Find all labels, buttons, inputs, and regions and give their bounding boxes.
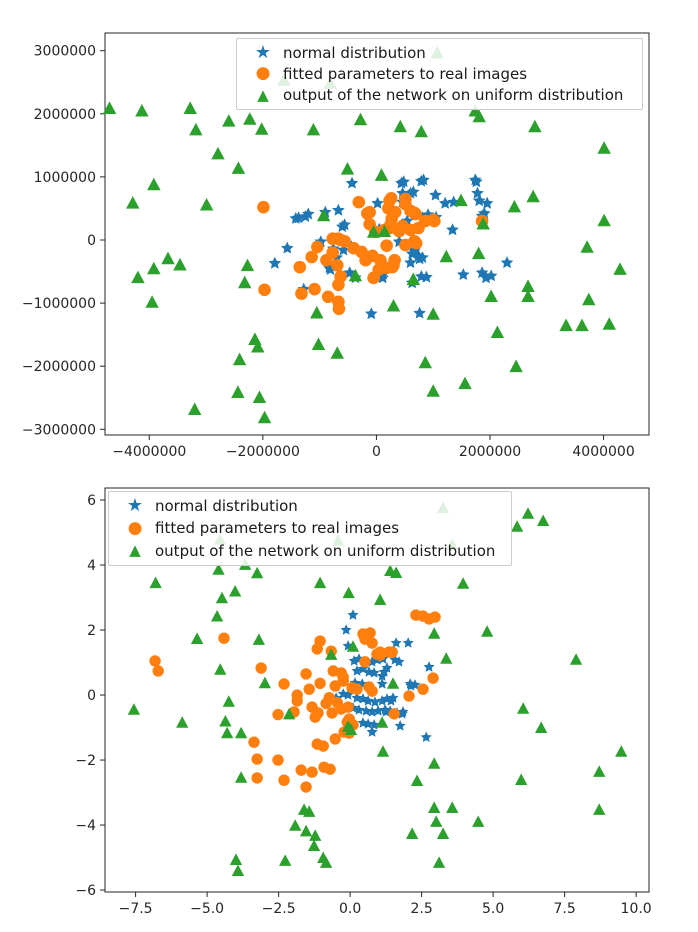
scatter-point-triangle	[597, 141, 611, 154]
scatter-point-triangle	[211, 610, 223, 622]
scatter-point-triangle	[200, 198, 214, 211]
scatter-point-star	[439, 197, 452, 209]
scatter-point-circle	[257, 201, 270, 214]
scatter-point-triangle	[472, 815, 484, 827]
scatter-point-triangle	[580, 240, 593, 253]
scatter-point-triangle	[223, 695, 235, 707]
scatter-point-triangle	[310, 306, 323, 319]
scatter-point-circle	[314, 678, 325, 689]
scatter-point-triangle	[222, 114, 235, 127]
scatter-point-star	[424, 661, 435, 672]
scatter-point-triangle	[343, 587, 355, 599]
scatter-point-star	[348, 609, 359, 620]
scatter-point-triangle	[575, 319, 588, 332]
scatter-point-triangle	[173, 258, 187, 271]
scatter-point-triangle	[147, 262, 161, 275]
scatter-point-triangle	[603, 317, 617, 330]
scatter-point-circle	[149, 655, 160, 666]
scatter-point-circle	[258, 284, 271, 297]
scatter-point-triangle	[150, 577, 162, 589]
legend-entry-label: fitted parameters to real images	[283, 64, 528, 83]
scatter-point-triangle	[235, 727, 247, 739]
scatter-point-star	[281, 242, 294, 254]
scatter-point-circle	[366, 685, 377, 696]
x-tick-label: 7.5	[553, 901, 576, 917]
scatter-point-triangle	[235, 771, 247, 783]
x-tick-label: −2000000	[225, 444, 300, 460]
scatter-point-circle	[353, 196, 366, 209]
scatter-point-triangle	[428, 801, 440, 813]
scatter-point-triangle	[430, 815, 442, 827]
scatter-point-triangle	[457, 577, 469, 589]
scatter-point-triangle	[258, 411, 272, 424]
legend-entry-label: normal distribution	[155, 497, 298, 516]
scatter-point-triangle	[446, 801, 458, 813]
triangle-marker-icon: ▲	[129, 541, 141, 560]
scatter-point-triangle	[216, 592, 228, 604]
y-tick-label: −6	[75, 883, 96, 900]
scatter-point-circle	[272, 754, 283, 765]
scatter-point-triangle	[255, 122, 268, 135]
x-tick-label: 4000000	[572, 444, 635, 460]
scatter-point-triangle	[131, 271, 145, 284]
scatter-point-triangle	[522, 507, 534, 519]
scatter-point-triangle	[259, 677, 271, 689]
scatter-point-triangle	[437, 827, 449, 839]
scatter-point-circle	[410, 237, 423, 250]
scatter-point-triangle	[308, 840, 320, 852]
scatter-point-triangle	[279, 854, 291, 866]
x-tick-label: 2.5	[410, 901, 433, 917]
scatter-point-circle	[278, 774, 289, 785]
legend-entry-label: output of the network on uniform distribution	[283, 86, 624, 105]
scatter-point-triangle	[191, 632, 203, 644]
scatter-point-star	[371, 197, 384, 209]
scatter-point-star	[332, 204, 345, 216]
scatter-point-triangle	[374, 593, 386, 605]
scatter-point-triangle	[433, 856, 445, 868]
scatter-point-triangle	[406, 827, 418, 839]
legend-entry	[115, 540, 503, 562]
scatter-point-triangle	[341, 162, 354, 175]
scatter-point-triangle	[248, 332, 261, 345]
scatter-point-triangle	[615, 745, 627, 757]
scatter-point-triangle	[535, 722, 547, 734]
scatter-point-triangle	[233, 353, 246, 366]
scatter-point-triangle	[491, 326, 504, 339]
scatter-point-star	[421, 732, 432, 743]
scatter-point-triangle	[428, 757, 440, 769]
scatter-point-triangle	[508, 200, 521, 213]
scatter-point-triangle	[219, 715, 231, 727]
scatter-point-circle	[366, 637, 377, 648]
scatter-point-triangle	[458, 377, 471, 390]
scatter-point-circle	[333, 302, 346, 315]
scatter-point-triangle	[427, 307, 440, 320]
scatter-point-circle	[318, 740, 329, 751]
y-tick-label: 2000000	[33, 106, 96, 123]
scatter-point-star	[470, 175, 483, 187]
scatter-point-triangle	[415, 125, 428, 138]
scatter-point-circle	[403, 690, 414, 701]
legend-entry	[243, 63, 634, 84]
scatter-point-triangle	[387, 299, 400, 312]
x-tick-label: −7.5	[118, 901, 153, 917]
scatter-point-triangle	[214, 663, 226, 675]
scatter-point-circle	[272, 709, 283, 720]
scatter-point-triangle	[377, 745, 389, 757]
y-tick-label: −2000000	[21, 359, 96, 376]
legend-entry-label: output of the network on uniform distribution	[155, 541, 496, 560]
scatter-point-triangle	[314, 577, 326, 589]
scatter-point-star	[269, 257, 282, 269]
y-tick-label: −1000000	[21, 296, 96, 313]
y-tick-label: 1000000	[33, 169, 96, 186]
scatter-point-triangle	[526, 190, 540, 203]
scatter-point-triangle	[593, 765, 605, 777]
scatter-point-circle	[330, 733, 341, 744]
scatter-point-circle	[304, 683, 315, 694]
legend-top-plot	[236, 38, 643, 110]
scatter-point-triangle	[570, 653, 582, 665]
scatter-point-triangle	[387, 677, 399, 689]
legend-entry	[243, 42, 634, 63]
scatter-point-circle	[374, 649, 385, 660]
scatter-point-circle	[342, 701, 353, 712]
x-tick-label: 0.0	[338, 901, 362, 917]
scatter-point-star	[471, 187, 484, 199]
scatter-point-triangle	[289, 819, 301, 831]
scatter-point-circle	[385, 192, 398, 205]
scatter-point-triangle	[251, 567, 263, 579]
y-tick-label: −2	[75, 753, 96, 770]
scatter-point-triangle	[231, 385, 244, 398]
scatter-point-star	[365, 307, 378, 319]
y-tick-label: −4	[75, 818, 96, 835]
scatter-point-triangle	[243, 112, 256, 125]
scatter-point-triangle	[221, 727, 233, 739]
scatter-point-circle	[300, 781, 311, 792]
scatter-point-circle	[295, 287, 308, 300]
x-tick-label: 0	[371, 444, 381, 460]
star-marker-icon: ★	[254, 41, 272, 63]
y-tick-label: 4	[87, 558, 96, 575]
scatter-point-triangle	[135, 104, 148, 117]
scatter-point-star	[403, 637, 414, 648]
x-tick-label: −4000000	[112, 444, 187, 460]
scatter-point-circle	[380, 239, 393, 252]
star-marker-icon: ★	[126, 495, 144, 517]
legend-entry	[115, 495, 503, 517]
scatter-point-triangle	[161, 252, 174, 265]
scatter-point-circle	[311, 241, 324, 254]
scatter-point-triangle	[472, 247, 486, 260]
scatter-point-triangle	[559, 319, 572, 332]
scatter-point-circle	[310, 711, 321, 722]
scatter-point-triangle	[582, 293, 595, 306]
scatter-point-triangle	[517, 702, 529, 714]
scatter-point-circle	[248, 736, 259, 747]
scatter-point-star	[391, 637, 402, 648]
scatter-point-triangle	[440, 250, 453, 263]
scatter-point-circle	[251, 753, 262, 764]
legend-entry	[115, 517, 503, 539]
scatter-point-triangle	[128, 703, 140, 715]
triangle-marker-icon: ▲	[257, 85, 269, 104]
scatter-point-triangle	[307, 123, 320, 135]
scatter-point-triangle	[481, 625, 493, 637]
scatter-point-triangle	[411, 775, 423, 787]
scatter-point-star	[429, 189, 442, 201]
scatter-point-triangle	[211, 147, 224, 160]
scatter-point-star	[446, 223, 459, 235]
scatter-point-triangle	[375, 168, 389, 181]
circle-marker-icon: ●	[255, 63, 271, 84]
scatter-point-triangle	[145, 295, 158, 308]
scatter-point-triangle	[176, 716, 188, 728]
scatter-point-star	[395, 720, 406, 731]
scatter-point-star	[501, 256, 514, 268]
scatter-point-circle	[300, 668, 311, 679]
y-tick-label: 0	[87, 688, 96, 705]
scatter-point-triangle	[440, 652, 452, 664]
scatter-point-circle	[359, 656, 370, 667]
scatter-point-circle	[255, 662, 266, 673]
scatter-point-circle	[429, 611, 440, 622]
y-tick-label: 2	[87, 623, 96, 640]
x-tick-label: −2.5	[261, 901, 296, 917]
circle-marker-icon: ●	[127, 517, 143, 538]
scatter-point-circle	[324, 763, 335, 774]
scatter-point-star	[413, 307, 426, 319]
scatter-point-star	[457, 268, 470, 280]
scatter-point-triangle	[232, 865, 244, 877]
scatter-point-circle	[427, 672, 438, 683]
scatter-point-circle	[251, 772, 262, 783]
x-tick-label: −5.0	[190, 901, 225, 917]
scatter-point-circle	[308, 283, 321, 296]
scatter-point-triangle	[300, 825, 312, 837]
scatter-point-circle	[320, 698, 331, 709]
y-tick-label: 6	[87, 493, 96, 510]
x-tick-label: 10.0	[620, 901, 652, 917]
scatter-point-circle	[388, 254, 401, 267]
scatter-point-star	[346, 177, 359, 189]
scatter-point-circle	[306, 766, 317, 777]
scatter-point-circle	[312, 643, 323, 654]
legend-bottom-plot	[108, 491, 512, 566]
scatter-point-triangle	[184, 101, 197, 114]
scatter-point-triangle	[147, 178, 161, 191]
scatter-point-circle	[388, 708, 399, 719]
scatter-point-circle	[364, 627, 375, 638]
scatter-point-triangle	[312, 338, 325, 351]
scatter-point-circle	[386, 646, 397, 657]
scatter-point-triangle	[238, 276, 251, 289]
legend-entry-label: normal distribution	[283, 43, 426, 62]
scatter-point-circle	[293, 261, 306, 274]
y-tick-label: 0	[87, 232, 96, 249]
scatter-point-triangle	[188, 403, 201, 416]
scatter-point-triangle	[354, 113, 367, 126]
scatter-point-triangle	[253, 391, 267, 404]
scatter-point-triangle	[484, 290, 498, 303]
scatter-point-circle	[326, 246, 339, 259]
y-tick-label: 3000000	[33, 43, 96, 60]
scatter-point-circle	[428, 215, 441, 228]
scatter-point-triangle	[515, 774, 527, 786]
scatter-point-triangle	[189, 123, 203, 135]
scatter-point-circle	[278, 678, 289, 689]
scatter-point-triangle	[613, 262, 627, 275]
scatter-point-triangle	[537, 515, 549, 527]
scatter-point-triangle	[376, 716, 388, 728]
scatter-point-triangle	[428, 627, 440, 639]
scatter-point-triangle	[241, 259, 254, 272]
scatter-point-circle	[218, 632, 229, 643]
scatter-point-circle	[292, 695, 303, 706]
scatter-point-triangle	[253, 633, 265, 645]
scatter-point-triangle	[597, 214, 611, 227]
scatter-point-triangle	[511, 520, 523, 532]
scatter-point-triangle	[232, 161, 246, 174]
x-tick-label: 5.0	[481, 901, 505, 917]
legend-entry-label: fitted parameters to real images	[155, 519, 400, 538]
scatter-point-triangle	[419, 356, 432, 369]
scatter-point-circle	[417, 683, 428, 694]
scatter-point-triangle	[331, 346, 345, 359]
x-tick-label: 2000000	[458, 444, 522, 460]
scatter-point-triangle	[394, 120, 407, 133]
scatter-point-star	[377, 678, 388, 689]
scatter-point-triangle	[126, 196, 139, 209]
scatter-point-star	[369, 667, 380, 678]
scatter-point-triangle	[528, 120, 542, 133]
scatter-point-circle	[296, 764, 307, 775]
scatter-point-triangle	[427, 384, 440, 397]
scatter-point-triangle	[593, 803, 605, 815]
scatter-point-triangle	[229, 585, 241, 597]
scatter-point-circle	[389, 206, 402, 219]
scatter-point-triangle	[230, 853, 242, 865]
scatter-point-circle	[331, 259, 344, 272]
scatter-point-circle	[334, 270, 347, 283]
y-tick-label: −3000000	[21, 422, 96, 439]
scatter-point-circle	[363, 206, 376, 219]
scatter-point-circle	[152, 665, 163, 676]
scatter-point-circle	[351, 683, 362, 694]
scatter-point-triangle	[509, 360, 522, 373]
scatter-point-star	[341, 624, 352, 635]
legend-entry	[243, 85, 634, 106]
